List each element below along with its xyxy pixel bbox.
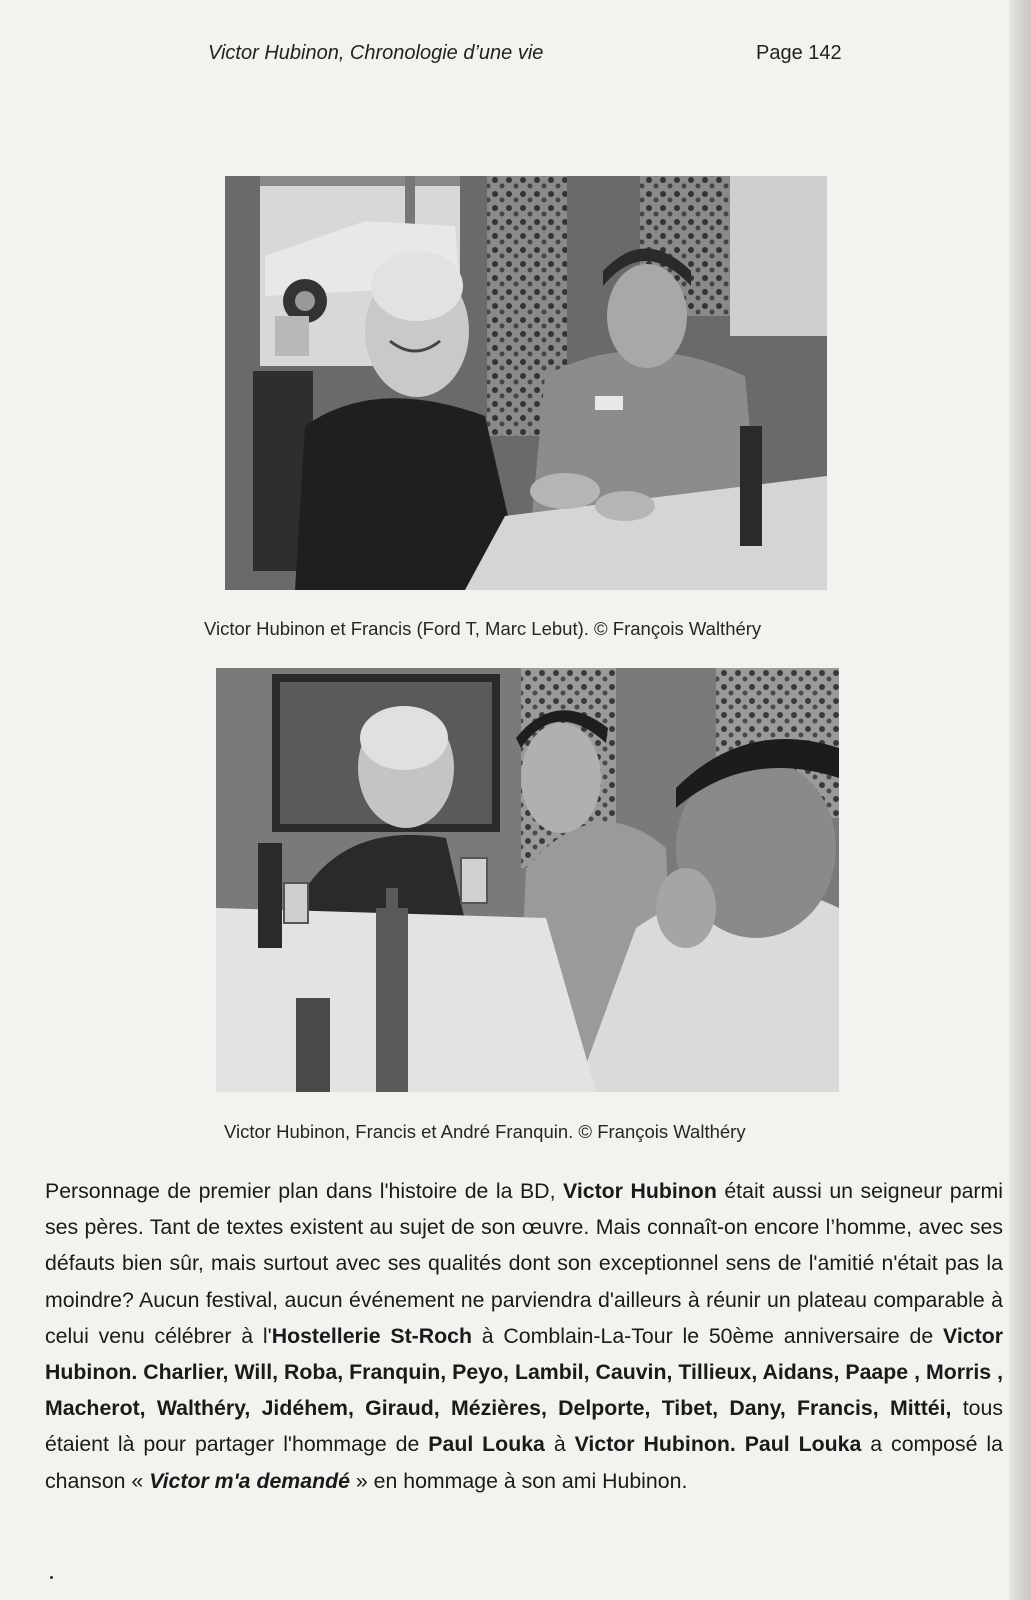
photo-hubinon-francis (225, 176, 827, 590)
photo-caption-1: Victor Hubinon et Francis (Ford T, Marc Lebut). © François Walthéry (204, 618, 762, 639)
page-number: Page 142 (756, 42, 842, 64)
body-paragraph: Personnage de premier plan dans l'histoire de la BD, Victor Hubinon était aussi un seigneur parmi ses pères. Tant de textes existent au sujet de son œuvre. Mais connaît-on encore l’homme, avec ses défauts bien sûr, mais surtout avec ses qualités dont son exceptionnel sens de l'amitié n'était pas la moindre? Aucun festival, aucun événement ne parviendra d'ailleurs à réunir un plateau comparable à celui venu célébrer à l'Hostellerie St-Roch à Comblain-La-Tour le 50ème anniversaire de Victor Hubinon. Charlier, Will, Roba, Franquin, Peyo, Lambil, Cauvin, Tillieux, Aidans, Paape , Morris , Macherot, Walthéry, Jidéhem, Giraud, Mézières, Delporte, Tibet, Dany, Francis, Mittéi, tous étaient là pour partager l'hommage de Paul Louka à Victor Hubinon. Paul Louka a composé la chanson « Victor m'a demandé » en hommage à son ami Hubinon. (45, 1179, 1003, 1493)
page-edge (1009, 0, 1031, 1600)
stray-dot (50, 1576, 53, 1579)
running-header-title: Victor Hubinon, Chronologie d’une vie (208, 42, 544, 64)
photo-caption-2: Victor Hubinon, Francis et André Franquin. © François Walthéry (224, 1121, 746, 1142)
photo-hubinon-francis-franquin (216, 668, 839, 1092)
